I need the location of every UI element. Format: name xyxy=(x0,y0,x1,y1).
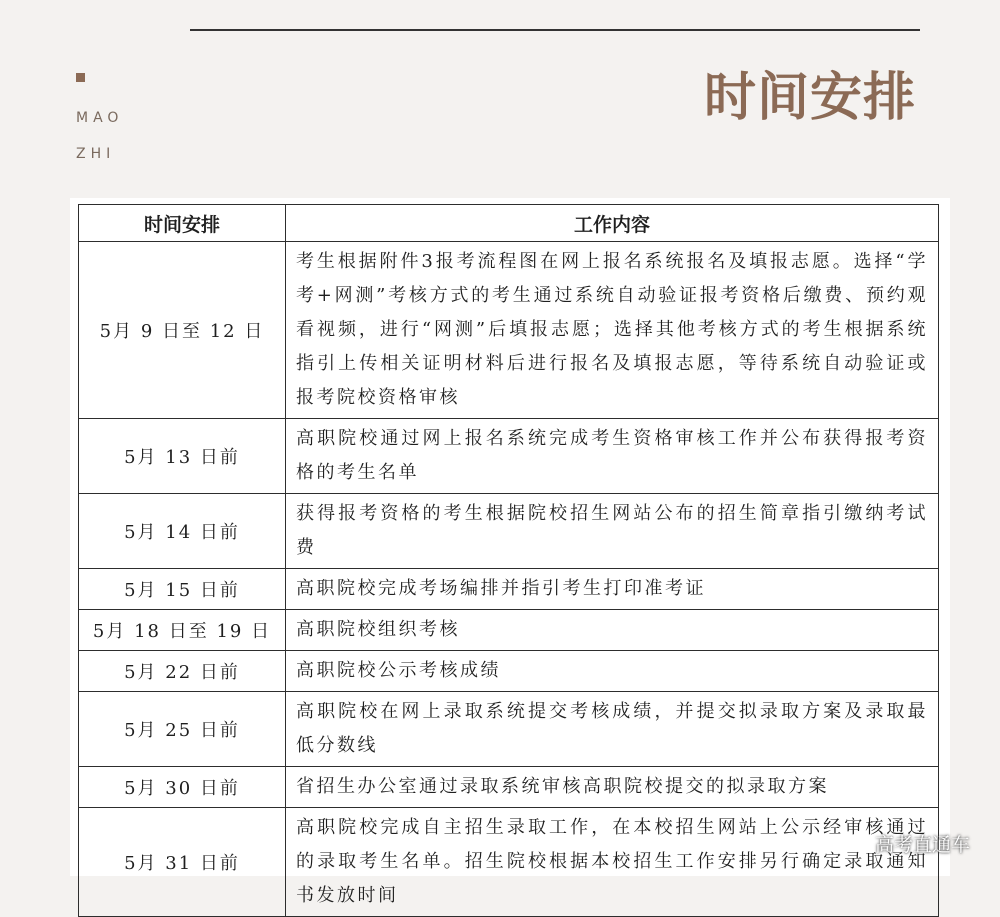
table-row xyxy=(79,692,939,767)
row-time: 5月 14 日前 xyxy=(79,494,286,569)
row-content: 高职院校通过网上报名系统完成考生资格审核工作并公布获得报考资格的考生名单 xyxy=(286,419,939,494)
table-row xyxy=(79,651,939,692)
row-time: 5月 18 日至 19 日 xyxy=(79,610,286,651)
row-content: 获得报考资格的考生根据院校招生网站公布的招生简章指引缴纳考试费 xyxy=(286,494,939,569)
row-content: 高职院校公示考核成绩 xyxy=(286,651,939,692)
row-content: 高职院校完成考场编排并指引考生打印准考证 xyxy=(286,569,939,610)
table-row xyxy=(79,494,939,569)
table-row xyxy=(79,808,939,917)
brand-square-mark xyxy=(76,73,85,82)
brand-text-mao: MAO xyxy=(76,110,124,126)
row-time: 5月 30 日前 xyxy=(79,767,286,808)
section-title: 时间安排 xyxy=(703,67,916,128)
row-time: 5月 25 日前 xyxy=(79,692,286,767)
row-time: 5月 9 日至 12 日 xyxy=(79,242,286,419)
top-divider-line xyxy=(190,29,920,31)
row-time: 5月 13 日前 xyxy=(79,419,286,494)
source-watermark: 高考直通车 xyxy=(874,834,970,856)
row-time: 5月 22 日前 xyxy=(79,651,286,692)
table-row xyxy=(79,419,939,494)
table-row xyxy=(79,242,939,419)
row-content: 高职院校在网上录取系统提交考核成绩，并提交拟录取方案及录取最低分数线 xyxy=(286,692,939,767)
header-content: 工作内容 xyxy=(286,205,939,242)
table-row xyxy=(79,767,939,808)
row-content: 高职院校组织考核 xyxy=(286,610,939,651)
row-time: 5月 31 日前 xyxy=(79,808,286,917)
table-row xyxy=(79,569,939,610)
table-header-row xyxy=(79,205,939,242)
table-row xyxy=(79,610,939,651)
row-content: 省招生办公室通过录取系统审核高职院校提交的拟录取方案 xyxy=(286,767,939,808)
row-content: 高职院校完成自主招生录取工作，在本校招生网站上公示经审核通过的录取考生名单。招生院校根据本校招生工作安排另行确定录取通知书发放时间 xyxy=(286,808,939,917)
brand-text-zhi: ZHI xyxy=(76,146,116,162)
row-content: 考生根据附件3报考流程图在网上报名系统报名及填报志愿。选择“学考+网测”考核方式的考生通过系统自动验证报考资格后缴费、预约观看视频，进行“网测”后填报志愿；选择其他考核方式的考生根据系统指引上传相关证明材料后进行报名及填报志愿，等待系统自动验证或报考院校资格审核 xyxy=(286,242,939,419)
row-time: 5月 15 日前 xyxy=(79,569,286,610)
schedule-table xyxy=(78,204,939,917)
header-time: 时间安排 xyxy=(79,205,286,242)
